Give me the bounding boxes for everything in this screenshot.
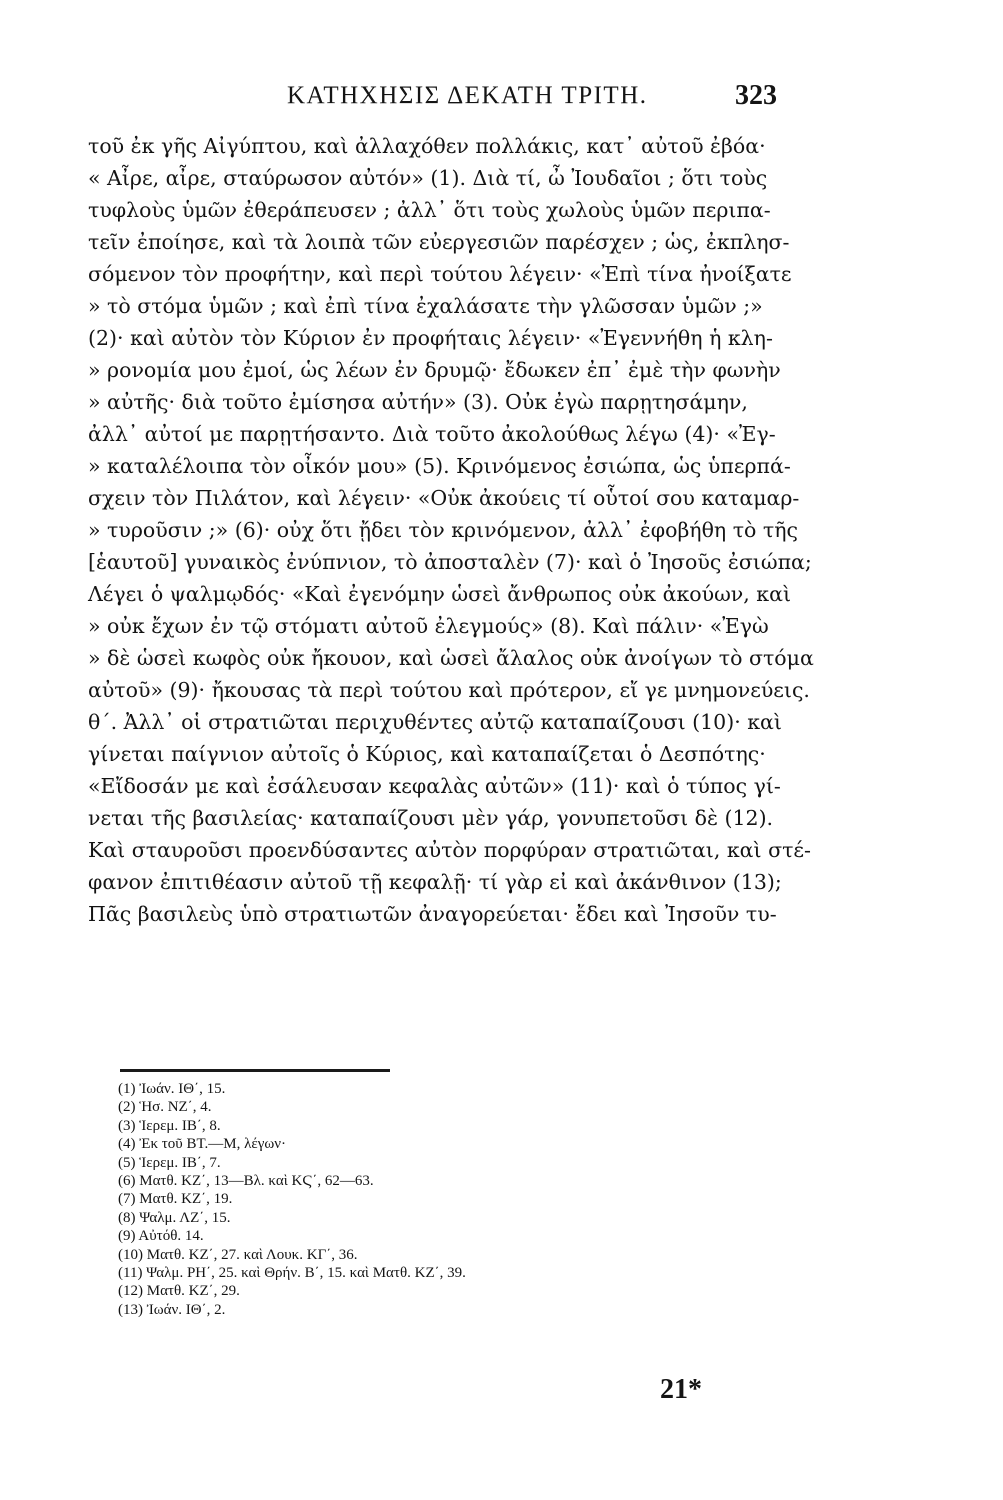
text-line: » δὲ ὡσεὶ κωφὸς οὐκ ἤκουον, καὶ ὡσεὶ ἄλαλος οὐκ ἀνοίγων τὸ στόμα (88, 646, 814, 670)
text-line: σχειν τὸν Πιλάτον, καὶ λέγειν· «Οὐκ ἀκούεις τί οὗτοί σου καταμαρ- (88, 486, 800, 510)
text-line: θ΄. Ἀλλ᾽ οἱ στρατιῶται περιχυθέντες αὐτῷ καταπαίζουσι (10)· καὶ (88, 710, 782, 734)
footnote: (11) Ψαλμ. ΡΗ΄, 25. καὶ Θρήν. Β΄, 15. καὶ Ματθ. ΚΖ΄, 39. (118, 1264, 466, 1281)
text-line: [ἑαυτοῦ] γυναικὸς ἐνύπνιον, τὸ ἀποσταλὲν (7)· καὶ ὁ Ἰησοῦς ἐσιώπα; (88, 550, 812, 574)
body-text (88, 130, 814, 930)
footnote: (8) Ψαλμ. ΛΖ΄, 15. (118, 1209, 231, 1226)
text-line: Πᾶς βασιλεὺς ὑπὸ στρατιωτῶν ἀναγορεύεται· ἔδει καὶ Ἰησοῦν τυ- (88, 902, 777, 926)
text-line: τεῖν ἐποίησε, καὶ τὰ λοιπὰ τῶν εὐεργεσιῶν παρέσχεν ; ὡς, ἐκπλησ- (88, 230, 790, 254)
text-line: Καὶ σταυροῦσι προενδύσαντες αὐτὸν πορφύραν στρατιῶται, καὶ στέ- (88, 838, 811, 862)
footnote: (6) Ματθ. ΚΖ΄, 13—Βλ. καὶ ΚϚ΄, 62—63. (118, 1172, 374, 1189)
text-line: » οὐκ ἔχων ἐν τῷ στόματι αὐτοῦ ἐλεγμούς» (8). Καὶ πάλιν· «Ἐγὼ (88, 614, 769, 638)
text-line: Λέγει ὁ ψαλμῳδός· «Καὶ ἐγενόμην ὡσεὶ ἄνθρωπος οὐκ ἀκούων, καὶ (88, 582, 791, 606)
footnotes (118, 1080, 638, 1319)
page-number: 323 (735, 80, 777, 111)
text-line: » τὸ στόμα ὑμῶν ; καὶ ἐπὶ τίνα ἐχαλάσατε τὴν γλῶσσαν ὑμῶν ;» (88, 294, 763, 318)
page-header (0, 82, 1003, 122)
text-line: τοῦ ἐκ γῆς Αἰγύπτου, καὶ ἀλλαχόθεν πολλάκις, κατ᾽ αὐτοῦ ἐβόα· (88, 134, 766, 158)
footnote: (5) Ἱερεμ. ΙΒ΄, 7. (118, 1154, 221, 1171)
text-line: φανον ἐπιτιθέασιν αὐτοῦ τῇ κεφαλῇ· τί γὰρ εἰ καὶ ἀκάνθινον (13); (88, 870, 782, 894)
text-line: σόμενον τὸν προφήτην, καὶ περὶ τούτου λέγειν· «Ἐπὶ τίνα ἠνοίξατε (88, 262, 792, 286)
footnote: (12) Ματθ. ΚΖ΄, 29. (118, 1283, 240, 1300)
text-line: αὐτοῦ» (9)· ἤκουσας τὰ περὶ τούτου καὶ πρότερον, εἴ γε μνημονεύεις. (88, 678, 810, 702)
text-line: τυφλοὺς ὑμῶν ἐθεράπευσεν ; ἀλλ᾽ ὅτι τοὺς χωλοὺς ὑμῶν περιπα- (88, 198, 771, 222)
footnote: (3) Ἱερεμ. ΙΒ΄, 8. (118, 1117, 221, 1134)
text-line: ἀλλ᾽ αὐτοί με παρῃτήσαντο. Διὰ τοῦτο ἀκολούθως λέγω (4)· «Ἐγ- (88, 422, 776, 446)
signature-mark: 21* (660, 1374, 702, 1405)
text-line: » τυροῦσιν ;» (6)· οὐχ ὅτι ᾔδει τὸν κρινόμενον, ἀλλ᾽ ἐφοβήθη τὸ τῆς (88, 518, 799, 542)
footnote: (9) Αὐτόθ. 14. (118, 1228, 204, 1245)
footnote: (1) Ἰωάν. ΙΘ΄, 15. (118, 1081, 226, 1097)
footnote: (10) Ματθ. ΚΖ΄, 27. καὶ Λουκ. ΚΓ΄, 36. (118, 1246, 358, 1263)
text-line: «Εἴδοσάν με καὶ ἐσάλευσαν κεφαλὰς αὐτῶν» (11)· καὶ ὁ τύπος γί- (88, 774, 781, 798)
text-line: (2)· καὶ αὐτὸν τὸν Κύριον ἐν προφήταις λέγειν· «Ἐγεννήθη ἡ κλη- (88, 326, 773, 350)
text-line: νεται τῆς βασιλείας· καταπαίζουσι μὲν γάρ, γονυπετοῦσι δὲ (12). (88, 806, 774, 830)
text-line: » αὐτῆς· διὰ τοῦτο ἐμίσησα αὐτήν» (3). Οὐκ ἐγὼ παρῃτησάμην, (88, 390, 748, 414)
text-line: » καταλέλοιπα τὸν οἶκόν μου» (5). Κρινόμενος ἐσιώπα, ὡς ὑπερπά- (88, 454, 791, 478)
text-line: γίνεται παίγνιον αὐτοῖς ὁ Κύριος, καὶ καταπαίζεται ὁ Δεσπότης· (88, 742, 766, 766)
text-line: » ρονομία μου ἐμοί, ὡς λέων ἐν δρυμῷ· ἔδωκεν ἐπ᾽ ἐμὲ τὴν φωνὴν (88, 358, 781, 382)
footnote-divider (120, 1069, 390, 1072)
text-line: « Αἶρε, αἶρε, σταύρωσον αὐτόν» (1). Διὰ τί, ὦ Ἰουδαῖοι ; ὅτι τοὺς (88, 166, 768, 190)
footnote: (4) Ἐκ τοῦ ΒΤ.—Μ, λέγων· (118, 1136, 286, 1153)
footnote: (2) Ἡσ. ΝΖ΄, 4. (118, 1099, 212, 1116)
footnote: (13) Ἰωάν. ΙΘ΄, 2. (118, 1301, 226, 1318)
running-title: ΚΑΤΗΧΗΣΙΣ ΔΕΚΑΤΗ ΤΡΙΤΗ. (287, 82, 648, 109)
footnote: (7) Ματθ. ΚΖ΄, 19. (118, 1191, 233, 1208)
